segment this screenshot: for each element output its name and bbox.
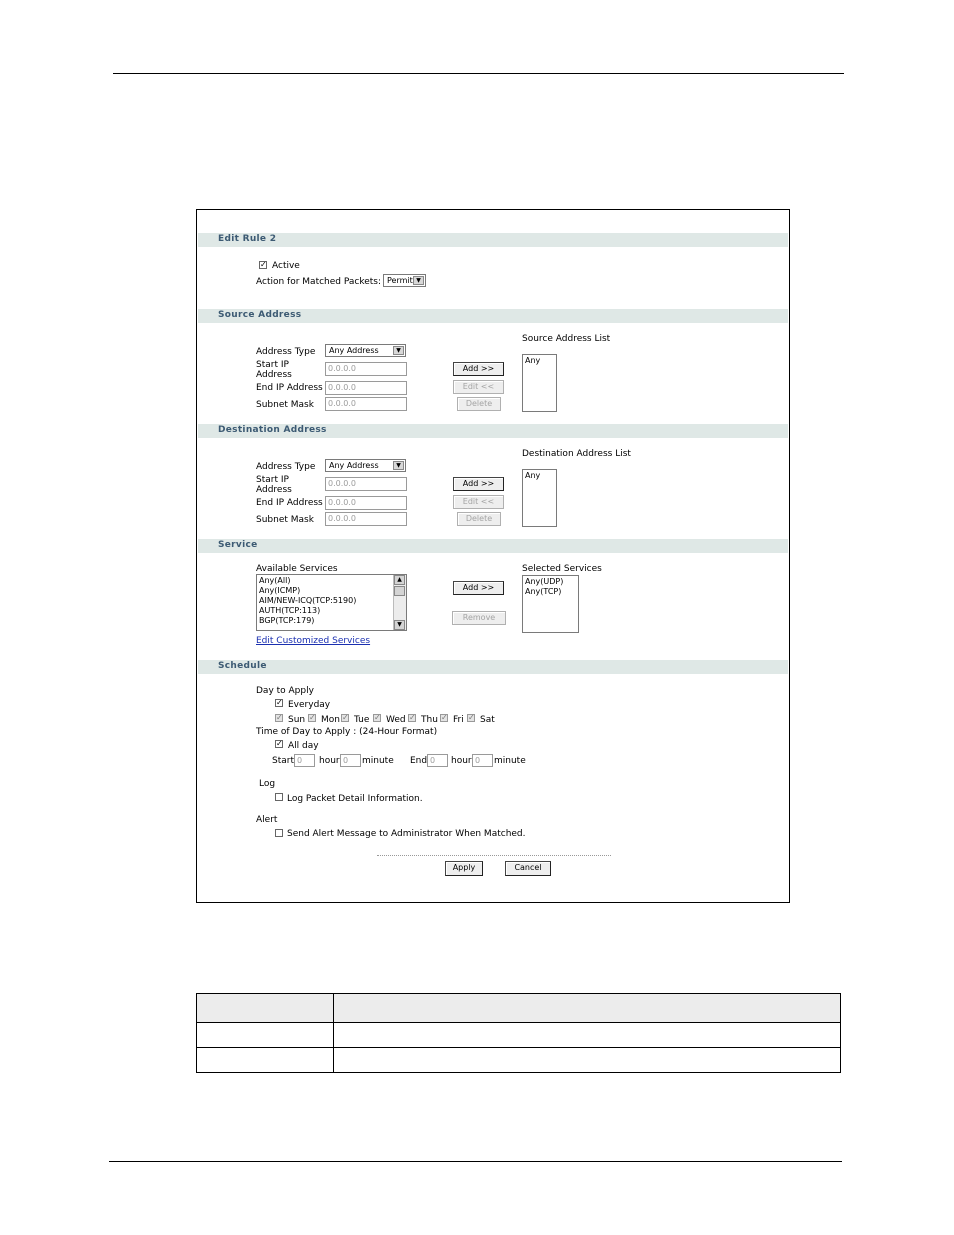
destination-list-label: Destination Address List [522, 449, 631, 459]
service-remove-button[interactable]: Remove [452, 611, 506, 625]
schedule-header [198, 660, 788, 674]
end-label: End [410, 756, 428, 766]
destination-start-ip-label-line2: Address [256, 485, 292, 495]
source-address-list[interactable] [522, 354, 557, 412]
list-item[interactable]: Any(UDP) [525, 577, 564, 586]
alert-option-label: Send Alert Message to Administrator When Matched. [287, 829, 526, 839]
service-add-button[interactable]: Add >> [453, 581, 504, 595]
source-delete-button[interactable]: Delete [457, 397, 501, 411]
source-subnet-input[interactable]: 0.0.0.0 [325, 397, 407, 411]
action-select-value: Permit [387, 276, 413, 285]
sat-checkbox[interactable]: ✓ [468, 713, 475, 722]
list-item[interactable]: AUTH(TCP:113) [259, 606, 321, 615]
table-cell [197, 994, 334, 1023]
destination-address-type-value: Any Address [329, 461, 379, 470]
selected-services-list[interactable] [522, 575, 579, 633]
destination-address-list[interactable] [522, 469, 557, 527]
start-minute-input[interactable]: 0 [340, 754, 361, 767]
action-select[interactable] [383, 274, 426, 287]
list-item[interactable]: AIM/NEW-ICQ(TCP:5190) [259, 596, 357, 605]
table-row [197, 1023, 841, 1048]
destination-subnet-input[interactable]: 0.0.0.0 [325, 512, 407, 526]
edit-customized-services-link[interactable]: Edit Customized Services [256, 636, 371, 646]
destination-address-type-select[interactable] [325, 459, 406, 472]
source-address-header [198, 309, 788, 323]
selected-services-label: Selected Services [522, 564, 602, 574]
edit-rule-header [198, 233, 788, 247]
all-day-label: All day [288, 741, 319, 751]
source-end-ip-label: End IP Address [256, 383, 323, 393]
active-checkbox[interactable]: ✓ [260, 260, 267, 269]
edit-rule-panel [196, 209, 790, 903]
day-to-apply-label: Day to Apply [256, 686, 314, 696]
fri-label: Fri [453, 715, 464, 725]
start-label: Start [272, 756, 294, 766]
everyday-checkbox[interactable]: ✓ [276, 698, 283, 707]
source-start-ip-input[interactable]: 0.0.0.0 [325, 362, 407, 376]
log-option-label: Log Packet Detail Information. [287, 794, 423, 804]
thu-checkbox[interactable]: ✓ [409, 713, 416, 722]
mon-checkbox[interactable]: ✓ [309, 713, 316, 722]
start-hour-label: hour [319, 756, 340, 766]
end-hour-label: hour [451, 756, 472, 766]
alert-label: Alert [256, 815, 278, 825]
destination-edit-button[interactable]: Edit << [453, 495, 504, 509]
list-item[interactable]: Any [525, 471, 541, 480]
table-cell [334, 1048, 841, 1073]
mon-label: Mon [321, 715, 340, 725]
list-item[interactable]: Any [525, 356, 541, 365]
chevron-down-icon: ▼ [393, 461, 404, 470]
end-minute-input[interactable]: 0 [472, 754, 493, 767]
destination-subnet-label: Subnet Mask [256, 515, 314, 525]
available-services-label: Available Services [256, 564, 338, 574]
source-start-ip-label [256, 360, 292, 380]
start-hour-input[interactable]: 0 [294, 754, 315, 767]
source-address-type-value: Any Address [329, 346, 379, 355]
active-label: Active [272, 261, 300, 271]
service-title: Service [218, 540, 258, 550]
source-edit-button[interactable]: Edit << [453, 380, 504, 394]
description-table [196, 993, 841, 1073]
source-address-type-select[interactable] [325, 344, 406, 357]
destination-add-button[interactable]: Add >> [453, 477, 504, 491]
table-row [197, 994, 841, 1023]
all-day-checkbox[interactable]: ✓ [276, 739, 283, 748]
tue-checkbox[interactable]: ✓ [342, 713, 349, 722]
list-item[interactable]: BGP(TCP:179) [259, 616, 315, 625]
list-item[interactable]: Any(TCP) [525, 587, 562, 596]
end-hour-input[interactable]: 0 [427, 754, 448, 767]
page-top-rule [113, 73, 844, 74]
source-start-ip-label-line1: Start IP [256, 360, 289, 370]
source-subnet-label: Subnet Mask [256, 400, 314, 410]
edit-rule-title: Edit Rule 2 [218, 234, 277, 244]
service-header [198, 539, 788, 553]
destination-end-ip-input[interactable]: 0.0.0.0 [325, 496, 407, 510]
destination-address-header [198, 424, 788, 438]
destination-start-ip-label [256, 475, 292, 495]
source-end-ip-input[interactable]: 0.0.0.0 [325, 381, 407, 395]
thu-label: Thu [421, 715, 438, 725]
table-cell [197, 1048, 334, 1073]
source-start-ip-label-line2: Address [256, 370, 292, 380]
divider [377, 855, 611, 856]
sun-label: Sun [288, 715, 306, 725]
list-item[interactable]: Any(All) [259, 576, 291, 585]
chevron-down-icon: ▼ [413, 276, 424, 285]
end-minute-label: minute [494, 756, 526, 766]
source-add-button[interactable]: Add >> [453, 362, 504, 376]
alert-checkbox[interactable] [275, 829, 283, 837]
tue-label: Tue [354, 715, 370, 725]
start-minute-label: minute [362, 756, 394, 766]
schedule-title: Schedule [218, 661, 267, 671]
time-of-day-label: Time of Day to Apply : (24-Hour Format) [256, 727, 438, 737]
log-label: Log [259, 779, 276, 789]
available-services-scrollbar[interactable] [393, 575, 406, 630]
scroll-up-icon[interactable]: ▲ [394, 575, 405, 585]
destination-address-title: Destination Address [218, 425, 327, 435]
available-services-list[interactable] [256, 574, 407, 631]
table-row [197, 1048, 841, 1073]
action-label: Action for Matched Packets: [256, 277, 382, 287]
wed-checkbox[interactable]: ✓ [374, 713, 381, 722]
table-cell [197, 1023, 334, 1048]
page-bottom-rule [109, 1161, 842, 1162]
destination-address-type-label: Address Type [256, 462, 316, 472]
cancel-button[interactable]: Cancel [505, 861, 551, 876]
destination-start-ip-input[interactable]: 0.0.0.0 [325, 477, 407, 491]
source-address-type-label: Address Type [256, 347, 316, 357]
destination-delete-button[interactable]: Delete [457, 512, 501, 526]
everyday-label: Everyday [288, 700, 331, 710]
chevron-down-icon: ▼ [393, 346, 404, 355]
table-cell [334, 994, 841, 1023]
wed-label: Wed [386, 715, 406, 725]
destination-start-ip-label-line1: Start IP [256, 475, 289, 485]
fri-checkbox[interactable]: ✓ [441, 713, 448, 722]
source-list-label: Source Address List [522, 334, 611, 344]
apply-button[interactable]: Apply [445, 861, 483, 876]
scroll-thumb[interactable] [394, 586, 405, 596]
table-cell [334, 1023, 841, 1048]
source-address-title: Source Address [218, 310, 302, 320]
list-item[interactable]: Any(ICMP) [259, 586, 301, 595]
sat-label: Sat [480, 715, 495, 725]
destination-end-ip-label: End IP Address [256, 498, 323, 508]
sun-checkbox[interactable]: ✓ [276, 713, 283, 722]
scroll-down-icon[interactable]: ▼ [394, 620, 405, 630]
log-checkbox[interactable] [275, 793, 283, 801]
